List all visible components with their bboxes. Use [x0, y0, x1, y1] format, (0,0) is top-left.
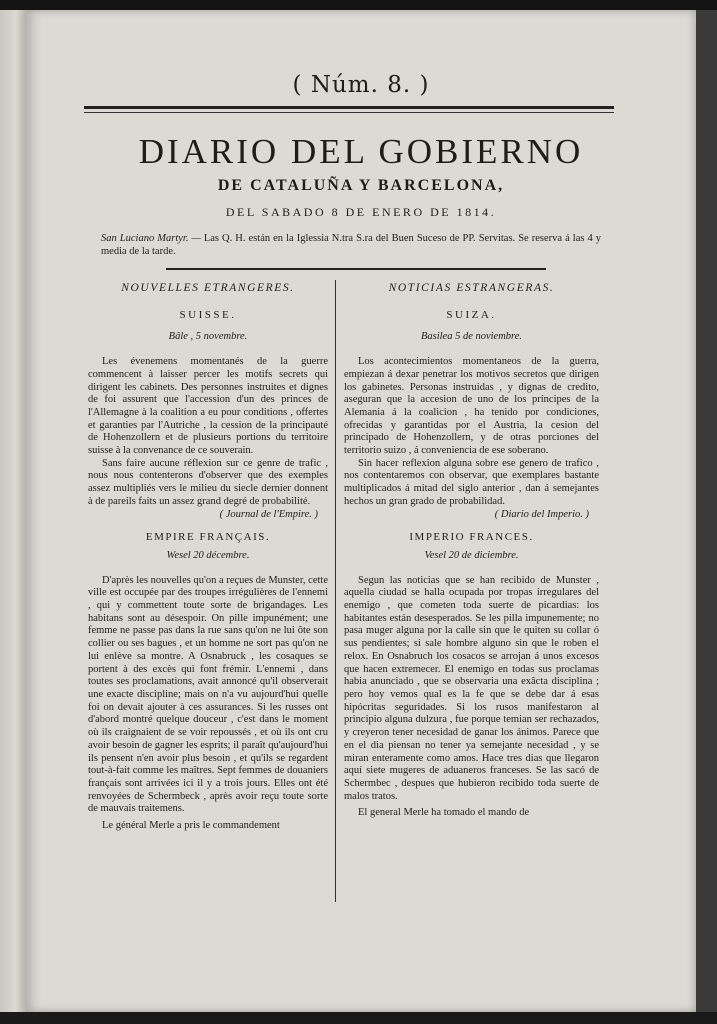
newspaper-title: DIARIO DEL GOBIERNO	[138, 132, 584, 171]
left-paragraph-3: D'après les nouvelles qu'on a reçues de Munster, cette ville est occupée par des troupes irrégulières de l'ennemi , qui y commettent toute sorte de brigandages. Les habitans sont au désespoir. On pille impunément; une femme ne passe pas dans la rue sans qu'on ne lui ôte son collier ou ses bagues , et un homme ne sort pas qu'on ne lui enlève sa montre. A Osnabruck , les cosaques se portent à des excès qui font frémir. L'ennemi , dans toutes ses proclamations, avait annoncé qu'il observerait une exacte discipline; mais on n'a vu aujourd'hui quelle foi on devait ajouter à ces assurances. Si les russes ont d'abord montré quelque douceur , c'est dans le moment où ils craignaient de se voir repoussés , et où ils ont cru avoir besoin de gagner les esprits; il paraît qu'aujourd'hui ils pensent n'en avoir plus besoin , et qu'ils se regardent tout-à-fait comme les maîtres. Sept femmes de douaniers français sont arrivées ici il y a trois jours. Elles ont été renvoyées de Schermbeck , après avoir reçu toute sorte de mauvais traitemens.	[88, 574, 328, 815]
right-heading-2: IMPERIO FRANCES.	[409, 531, 534, 544]
left-dateline-2: Wesel 20 décembre.	[166, 549, 250, 561]
column-divider	[335, 280, 336, 902]
masthead-divider	[166, 268, 546, 270]
left-paragraph-4: Le général Merle a pris le commandement	[102, 820, 280, 832]
right-paragraph-4: El general Merle ha tomado el mando de	[358, 807, 530, 819]
right-country: SUIZA.	[446, 308, 497, 321]
newspaper-page	[26, 10, 696, 1012]
left-paragraph-1: Les évenemens momentanés de la guerre commencent à laisser percer les motifs secrets qui dirigent les cabinets. Des personnes instruites et dignes de foi assurent que l'accession d'un des princes de l'Allemagne à la coalition a eu pour conditions , offertes et garanties par l'Autriche , la cession de la principauté de Hohenzollern et de plusieurs portions du territoire suisse à la convenance de ce souverain.	[88, 356, 328, 457]
saint-name: San Luciano Martyr. —	[101, 233, 201, 244]
left-dateline: Bâle , 5 novembre.	[168, 331, 248, 343]
left-country: SUISSE.	[179, 308, 237, 321]
facing-page-edge	[0, 10, 26, 1012]
left-paragraph-2: Sans faire aucune réflexion sur ce genre de trafic , nous nous contenterons d'observer que des exemples assez multipliés vers le milieu du siecle dernier donnent à de pareils faits un assez grand degré de probabilité.	[88, 457, 328, 507]
scan-top-edge	[0, 0, 717, 10]
left-heading-2: EMPIRE FRANÇAIS.	[145, 531, 271, 544]
issue-date: DEL SABADO 8 DE ENERO DE 1814.	[225, 205, 497, 219]
newspaper-subtitle: DE CATALUÑA Y BARCELONA,	[217, 177, 505, 194]
right-dateline-2: Vesel 20 de diciembre.	[424, 549, 519, 561]
right-section-title: NOTICIAS ESTRANGERAS.	[388, 282, 555, 294]
saint-notice	[101, 232, 601, 258]
scan-right-edge	[696, 10, 717, 1012]
right-paragraph-2: Sin hacer reflexion alguna sobre ese genero de trafico , nos contentaremos con observar, que exemplares bastante multiplicados á mitad del siglo anterior , dan á semejantes hechos un gran grado de probabilidad.	[344, 457, 599, 507]
right-paragraph-1: Los acontecimientos momentaneos de la guerra, empiezan á dexar penetrar los motivos secretos que dirigen los gabinetes. Personas instruidas , y dignas de credito, aseguran que la accesion de uno de los príncipes de la Alemania á la coalicion , ha tenido por condiciones, ofrecidas y garantidas por el Austria, la cesion del principado de Hohenzollern, y de otras porciones del territorio suizo , á conveniencia de ese soberano.	[344, 356, 599, 457]
right-source: ( Diario del Imperio. )	[494, 508, 589, 520]
left-section-title: NOUVELLES ETRANGERES.	[121, 282, 295, 294]
left-column-french	[88, 282, 328, 833]
header-rule-thin	[84, 112, 614, 113]
right-paragraph-3: Segun las noticias que se han recibido de Munster , aquella ciudad se halla ocupada por tropas irregulares del enemigo , que cometen toda suerte de picardias: los habitantes están desesperados. Se les pilla impunemente; no pasa muger alguna por la calle sin que le quiten su collar ó sus pendientes; si sale hombre alguno sin que le roben el relox. En Osnabruch los cosacos se arrojan á unos excesos que hacen extremecer. El enemigo en todas sus proclamas habia anunciado , que se observaria una exâcta disciplina ; pero hoy vemos qual es la fe que se debe dar á esas hipócritas seguridades. Si los rusos manifestaron al principio alguna dulzura , fue porque temian ser rechazados, y creyeron tener necesidad de ganar los ánimos. Parece que en el dia piensan no tener ya semejante necesidad , y se miran enteramente como amos. Hace tres dias que llegaron aquí siete mugeres de aduaneros franceses. Se las sacó de Schermbec , despues que hubieron recibido toda suerte de malos tratos.	[344, 574, 599, 802]
scan-bottom-edge	[0, 1012, 717, 1024]
header-rule-thick	[84, 106, 614, 109]
right-column-spanish	[344, 282, 599, 820]
left-source: ( Journal de l'Empire. )	[219, 508, 318, 520]
issue-number: ( Núm. 8. )	[292, 72, 430, 98]
right-dateline: Basilea 5 de noviembre.	[420, 331, 523, 343]
saint-text: Las Q. H. están en la Iglessia N.tra S.ra del Buen Suceso de PP. Servitas. Se reserva á las 4 y media de la tarde.	[101, 233, 602, 257]
